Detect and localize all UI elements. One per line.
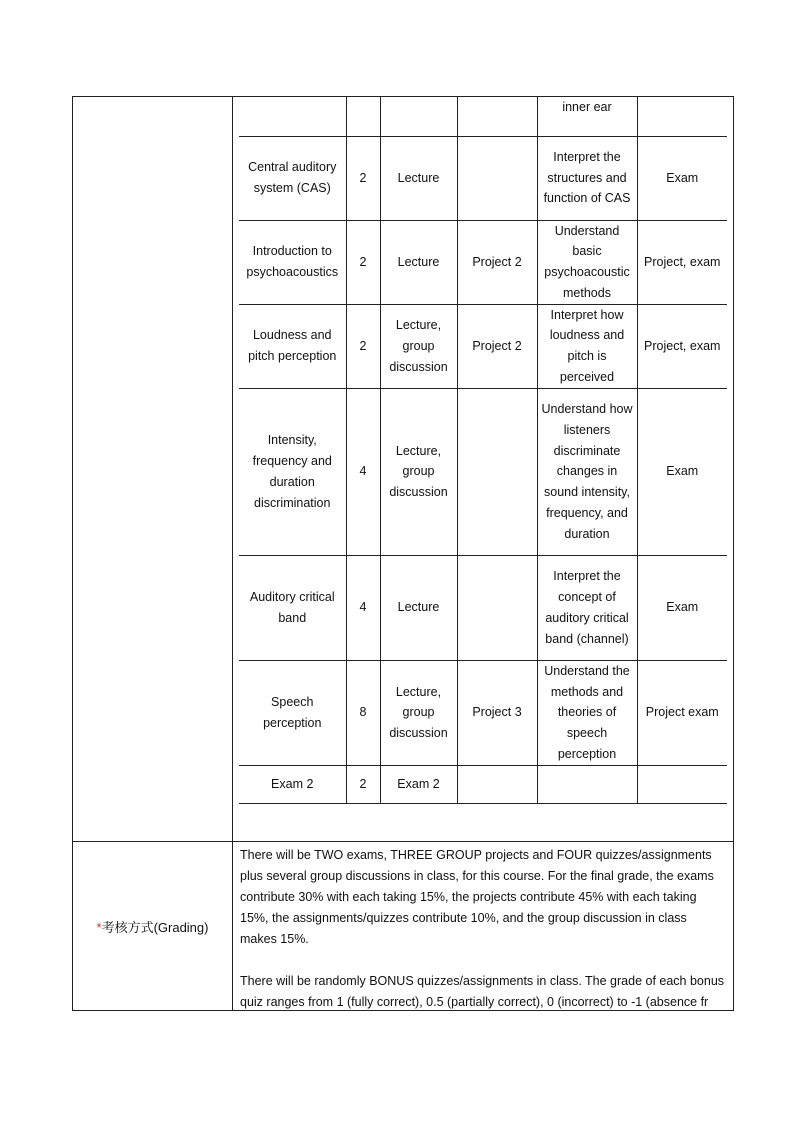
cell-hours: 2 <box>346 220 380 304</box>
cell-objective: Understand the methods and theories of speech perception <box>537 660 637 765</box>
schedule-row <box>239 136 727 220</box>
schedule-row <box>239 388 727 555</box>
cell-project <box>457 388 537 555</box>
schedule-table <box>239 97 727 804</box>
cell-topic: Central auditory system (CAS) <box>239 136 346 220</box>
cell-objective: inner ear <box>537 97 637 136</box>
schedule-row <box>239 765 727 803</box>
required-star: * <box>96 919 102 935</box>
cell-method: Lecture <box>380 136 457 220</box>
blank-line <box>240 950 733 971</box>
schedule-label-cell <box>73 97 233 841</box>
cell-project <box>457 136 537 220</box>
grading-line: contribute 30% with each taking 15%, the projects contribute 45% with each taking <box>240 890 697 904</box>
cell-project <box>457 555 537 660</box>
cell-assessment <box>637 97 727 136</box>
cell-assessment: Exam <box>637 555 727 660</box>
schedule-row <box>239 97 727 136</box>
cell-project: Project 2 <box>457 304 537 388</box>
cell-hours: 4 <box>346 388 380 555</box>
cell-assessment: Project, exam <box>637 304 727 388</box>
cell-assessment: Project exam <box>637 660 727 765</box>
cell-topic: Loudness and pitch perception <box>239 304 346 388</box>
cell-topic <box>239 97 346 136</box>
cell-method: Exam 2 <box>380 765 457 803</box>
bonus-line: There will be randomly BONUS quizzes/assignments in class. The grade of each bonus <box>240 974 725 988</box>
grading-line: There will be TWO exams, THREE GROUP projects and FOUR quizzes/assignments <box>240 848 712 862</box>
schedule-row <box>239 304 727 388</box>
cell-objective: Interpret the concept of auditory critical band (channel) <box>537 555 637 660</box>
cell-method <box>380 97 457 136</box>
cell-method: Lecture, group discussion <box>380 660 457 765</box>
cell-objective: Understand how listeners discriminate changes in sound intensity, frequency, and duration <box>537 388 637 555</box>
cell-topic: Speech perception <box>239 660 346 765</box>
grading-line: makes 15%. <box>240 932 309 946</box>
grading-label <box>97 917 209 936</box>
grading-label-text: 考核方式(Grading) <box>101 919 209 935</box>
cell-hours: 2 <box>346 304 380 388</box>
schedule-section <box>73 97 733 841</box>
bonus-line: quiz ranges from 1 (fully correct), 0.5 (partially correct), 0 (incorrect) to -1 (absence fr <box>240 995 709 1009</box>
grading-section <box>73 841 733 1010</box>
cell-hours: 2 <box>346 765 380 803</box>
cell-objective: Interpret the structures and function of CAS <box>537 136 637 220</box>
cell-hours: 8 <box>346 660 380 765</box>
cell-assessment <box>637 765 727 803</box>
cell-method: Lecture <box>380 555 457 660</box>
schedule-content-cell <box>233 97 733 841</box>
cell-topic: Auditory critical band <box>239 555 346 660</box>
grading-line: 15%, the assignments/quizzes contribute 10%, and the group discussion in class <box>240 911 687 925</box>
cell-topic: Introduction to psychoacoustics <box>239 220 346 304</box>
schedule-row <box>239 660 727 765</box>
schedule-row <box>239 555 727 660</box>
cell-topic: Intensity, frequency and duration discrimination <box>239 388 346 555</box>
schedule-row <box>239 220 727 304</box>
cell-method: Lecture <box>380 220 457 304</box>
cell-hours <box>346 97 380 136</box>
cell-hours: 2 <box>346 136 380 220</box>
cell-method: Lecture, group discussion <box>380 388 457 555</box>
cell-topic: Exam 2 <box>239 765 346 803</box>
cell-assessment: Exam <box>637 388 727 555</box>
grading-line: plus several group discussions in class, for this course. For the final grade, the exams <box>240 869 714 883</box>
cell-project <box>457 97 537 136</box>
cell-project: Project 2 <box>457 220 537 304</box>
cell-objective: Interpret how loudness and pitch is perceived <box>537 304 637 388</box>
cell-assessment: Project, exam <box>637 220 727 304</box>
cell-project: Project 3 <box>457 660 537 765</box>
course-info-table <box>72 96 734 1011</box>
cell-method: Lecture, group discussion <box>380 304 457 388</box>
cell-hours: 4 <box>346 555 380 660</box>
grading-label-cell <box>73 842 233 1010</box>
cell-objective: Understand basic psychoacoustic methods <box>537 220 637 304</box>
cell-objective <box>537 765 637 803</box>
cell-assessment: Exam <box>637 136 727 220</box>
grading-text <box>233 842 733 1010</box>
cell-project <box>457 765 537 803</box>
